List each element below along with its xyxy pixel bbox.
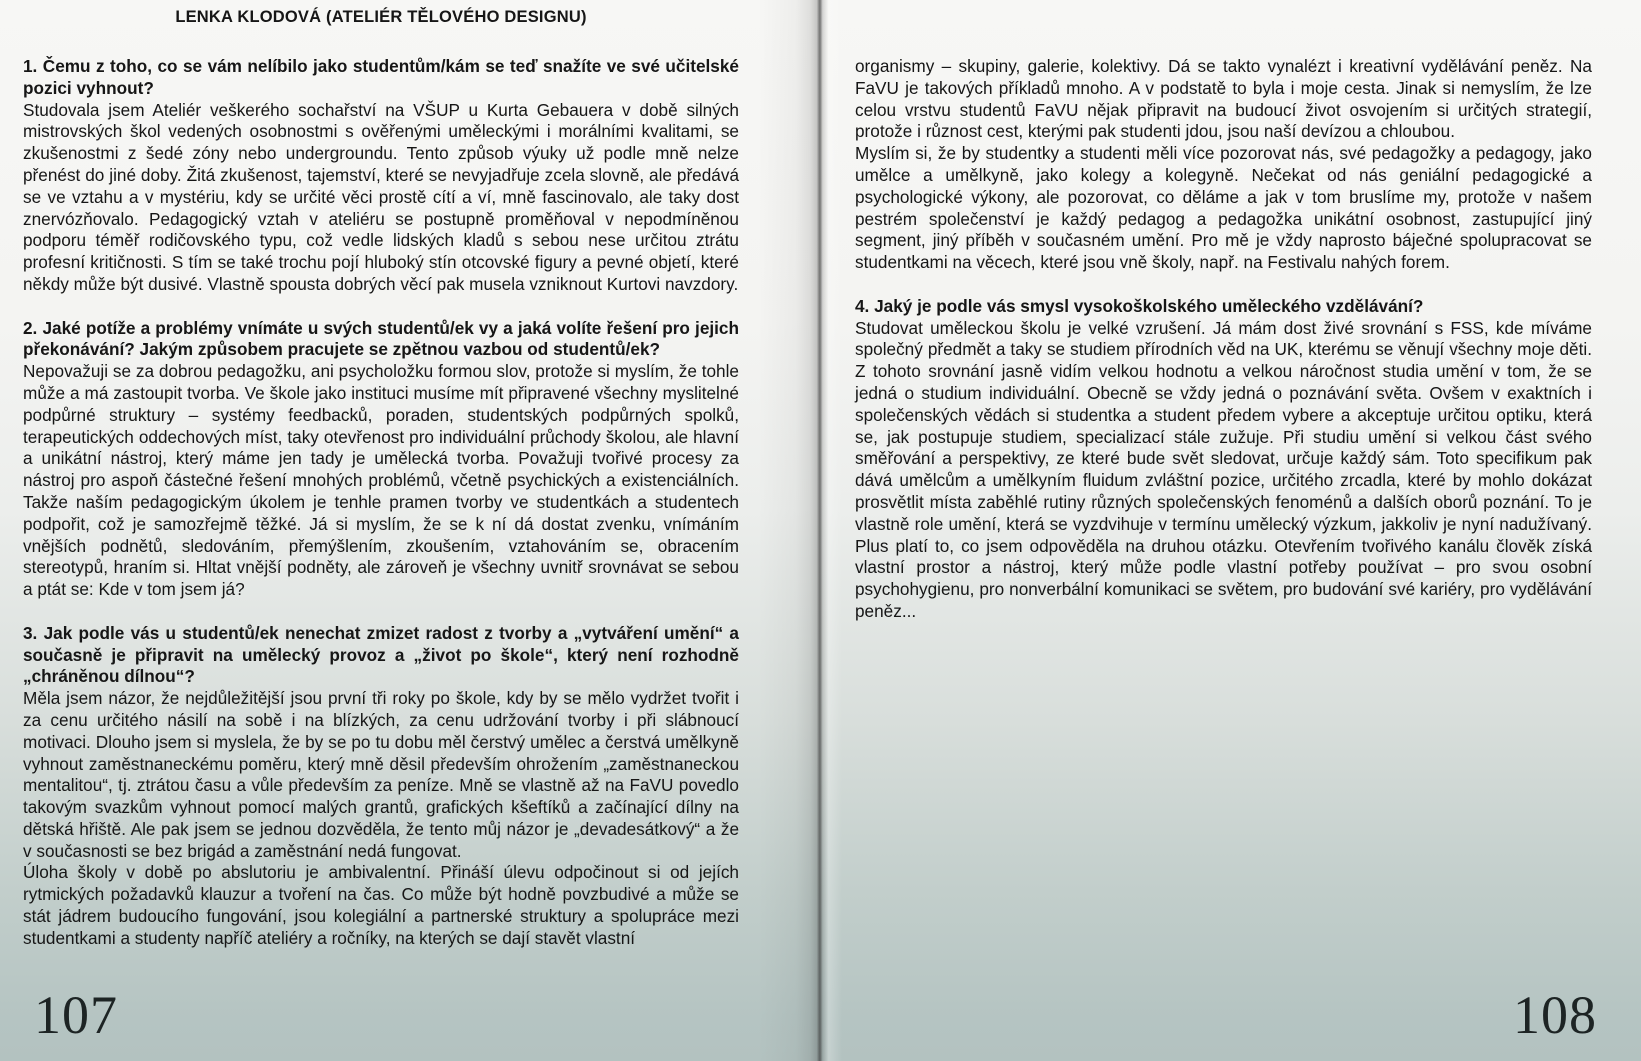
right-page-text-column bbox=[855, 56, 1592, 623]
question-4: 4. Jaký je podle vás smysl vysokoškolského uměleckého vzdělávání? bbox=[855, 295, 1424, 316]
page-fold-shadow bbox=[758, 0, 842, 1061]
question-1: 1. Čemu z toho, co se vám nelíbilo jako studentům/kám se teď snažíte ve své učitelské pozici vyhnout? bbox=[23, 56, 739, 98]
page-number-left: 107 bbox=[34, 985, 118, 1045]
question-2: 2. Jaké potíže a problémy vnímáte u svých studentů/ek vy a jaká volíte řešení pro jejich překonávání? Jakým způsobem pracujete se zpětnou vazbou od studentů/ek? bbox=[23, 317, 739, 360]
left-page bbox=[23, 0, 739, 1061]
answer-1: Studovala jsem Ateliér veškerého sochařství na VŠUP u Kurta Gebauera v době silných mistrovských škol vedených osobnostmi s ověřenými uměleckými i morálními kvalitami, se zkušenostmi z šedé zóny nebo undergroundu. Tento způsob výuky už podle mně nelze přenést do jiné doby. Žitá zkušenost, tajemství, které se nevyjadřuje zcela slovně, ale předává se ve vztahu a v mystériu, kdy se určité věci prostě cítí a ví, mně fascinovalo, ale taky dost znervózňovalo. Pedagogický vztah v ateliéru se postupně proměňoval v nepodmíněnou podporu téměř rodičovského typu, což vedle lidských kladů s sebou nese určitou ztrátu profesní kritičnosti. S tím se také trochu pojí hluboký stín otcovské figury a pevné objetí, které někdy může být dusivé. Vlastně spousta dobrých věcí pak musela vzniknout Kurtovi navzdory. bbox=[23, 99, 739, 294]
answer-3-paragraph-3: organismy – skupiny, galerie, kolektivy. Dá se takto vynalézt i kreativní vydělávání peněz. Na FaVU je takových příkladů mnoho. A v podstatě to byla i moje cesta. Jinak si nemyslím, že lze celou vrstvu studentů FaVU nějak připravit na budoucí život osvojením si určitých strategií, protože i různost cest, kterými pak studenti jdou, jsou naší devízou a chloubou. bbox=[855, 56, 1592, 142]
answer-3-paragraph-1: Měla jsem názor, že nejdůležitější jsou první tři roky po škole, kdy by se mělo vydržet tvořit i za cenu určitého násilí na sobě i na blízkých, za cenu udržování tvorby i při slábnoucí motivaci. Dlouho jsem si myslela, že by se po tu dobu měl čerstvý umělec a čerstvá umělkyně vyhnout zaměstnaneckému poměru, který mně děsil především ohrožením „zaměstnaneckou mentalitou“, tj. ztrátou času a vůle především za peníze. Mně se vlastně až na FaVU povedlo takovým svazkům vyhnout pomocí malých grantů, grafických kšeftíků a začínající dílny na dětská hřiště. Ale pak jsem se jednou dozvěděla, že tento můj názor je „devadesátkový“ a že v současnosti se bez brigád a zaměstnání nedá fungovat. bbox=[23, 688, 739, 861]
left-page-text-column bbox=[23, 56, 739, 950]
right-page bbox=[855, 0, 1592, 1061]
question-3: 3. Jak podle vás u studentů/ek nenechat zmizet radost z tvorby a „vytváření umění“ a současně je připravit na umělecký provoz a „život po škole“, který není rozhodně „chráněnou dílnou“? bbox=[23, 622, 739, 687]
page-number-right: 108 bbox=[1513, 985, 1597, 1045]
answer-3-paragraph-2: Úloha školy v době po abslutoriu je ambivalentní. Přináší úlevu odpočinout si od jejích rytmických požadavků klauzur a tvoření na čas. Co může být hodně povzbudivé a může se stát jádrem budoucího fungování, jsou kolegiální a partnerské struktury a spolupráce mezi studentkami a studenty napříč ateliéry a ročníky, na kterých se dají stavět vlastní bbox=[23, 862, 739, 948]
page-header: LENKA KLODOVÁ (ATELIÉR TĚLOVÉHO DESIGNU) bbox=[175, 8, 587, 26]
answer-2: Nepovažuji se za dobrou pedagožku, ani psycholožku formou slov, protože si myslím, že tohle může a má zastoupit tvorba. Ve škole jako instituci musíme mít připravené všechny myslitelné podpůrné struktury – systémy feedbacků, poraden, studentských podpůrných spolků, terapeutických oddechových míst, taky otevřenost pro individuální průchody školou, ale hlavní a unikátní nástroj, který máme jen tady je umělecká tvorba. Považuji tvořivé procesy za nástroj pro aspoň částečné řešení mnohých problémů, včetně psychických a existenciálních. Takže naším pedagogickým úkolem je tenhle pramen tvorby ve studentkách a studentech podpořit, což je samozřejmě těžké. Já si myslím, že se k ní dá dostat zvenku, vnímáním vnějších podnětů, sledováním, přemýšlením, zkoušením, vztahováním se, obracením stereotypů, hraním si. Hltat vnější podněty, ale zároveň je všechny uvnitř srovnávat se sebou a ptát se: Kde v tom jsem já? bbox=[23, 361, 739, 600]
answer-3-paragraph-4: Myslím si, že by studentky a studenti měli více pozorovat nás, své pedagožky a pedagogy, jako umělce a umělkyně, jako kolegy a kolegyně. Nečekat od nás geniální pedagogické a psychologické výkony, ale pozorovat, co děláme a jak v tom bruslíme my, protože v našem pestrém společenství je každý pedagog a pedagožka unikátní osobnost, zastupující jiný segment, jiný příběh v současném umění. Pro mě je vždy naprosto báječné spolupracovat se studentkami na věcech, které jsou vně školy, např. na Festivalu nahých forem. bbox=[855, 143, 1592, 273]
answer-4: Studovat uměleckou školu je velké vzrušení. Já mám dost živé srovnání s FSS, kde míváme společný předmět a taky se studiem přírodních věd na UK, kterému se věnují všechny moje děti. Z tohoto srovnání jasně vidím velkou hodnotu a velkou náročnost studia umění v tom, že se jedná o studium individuální. Obecně se vždy jedná o poznávání světa. Ovšem v exaktních i společenských vědách si studentka a student předem vybere a akceptuje určitou optiku, která se, jak postupuje studiem, specializací stále zužuje. Při studiu umění si velkou část svého směřování a perspektivy, ze které bude svět sledovat, určuje každý sám. Toto specifikum pak dává umělcům a umělkyním fluidum zvláštní pozice, určitého zrcadla, které by mohlo dokázat prosvětlit místa zaběhlé rutiny různých společenských fenoménů a dalších oborů poznání. To je vlastně role umění, která se vyzdvihuje v termínu umělecký výzkum, jakkoliv je nyní nadužívaný. Plus platí to, co jsem odpověděla na druhou otázku. Otevřením tvořivého kanálu člověk získá vlastní prostor a nástroj, který může podle vlastní potřeby používat – pro svou osobní psychohygienu, pro nonverbální komunikaci se světem, pro budování své kariéry, pro vydělávání peněz... bbox=[855, 317, 1592, 621]
